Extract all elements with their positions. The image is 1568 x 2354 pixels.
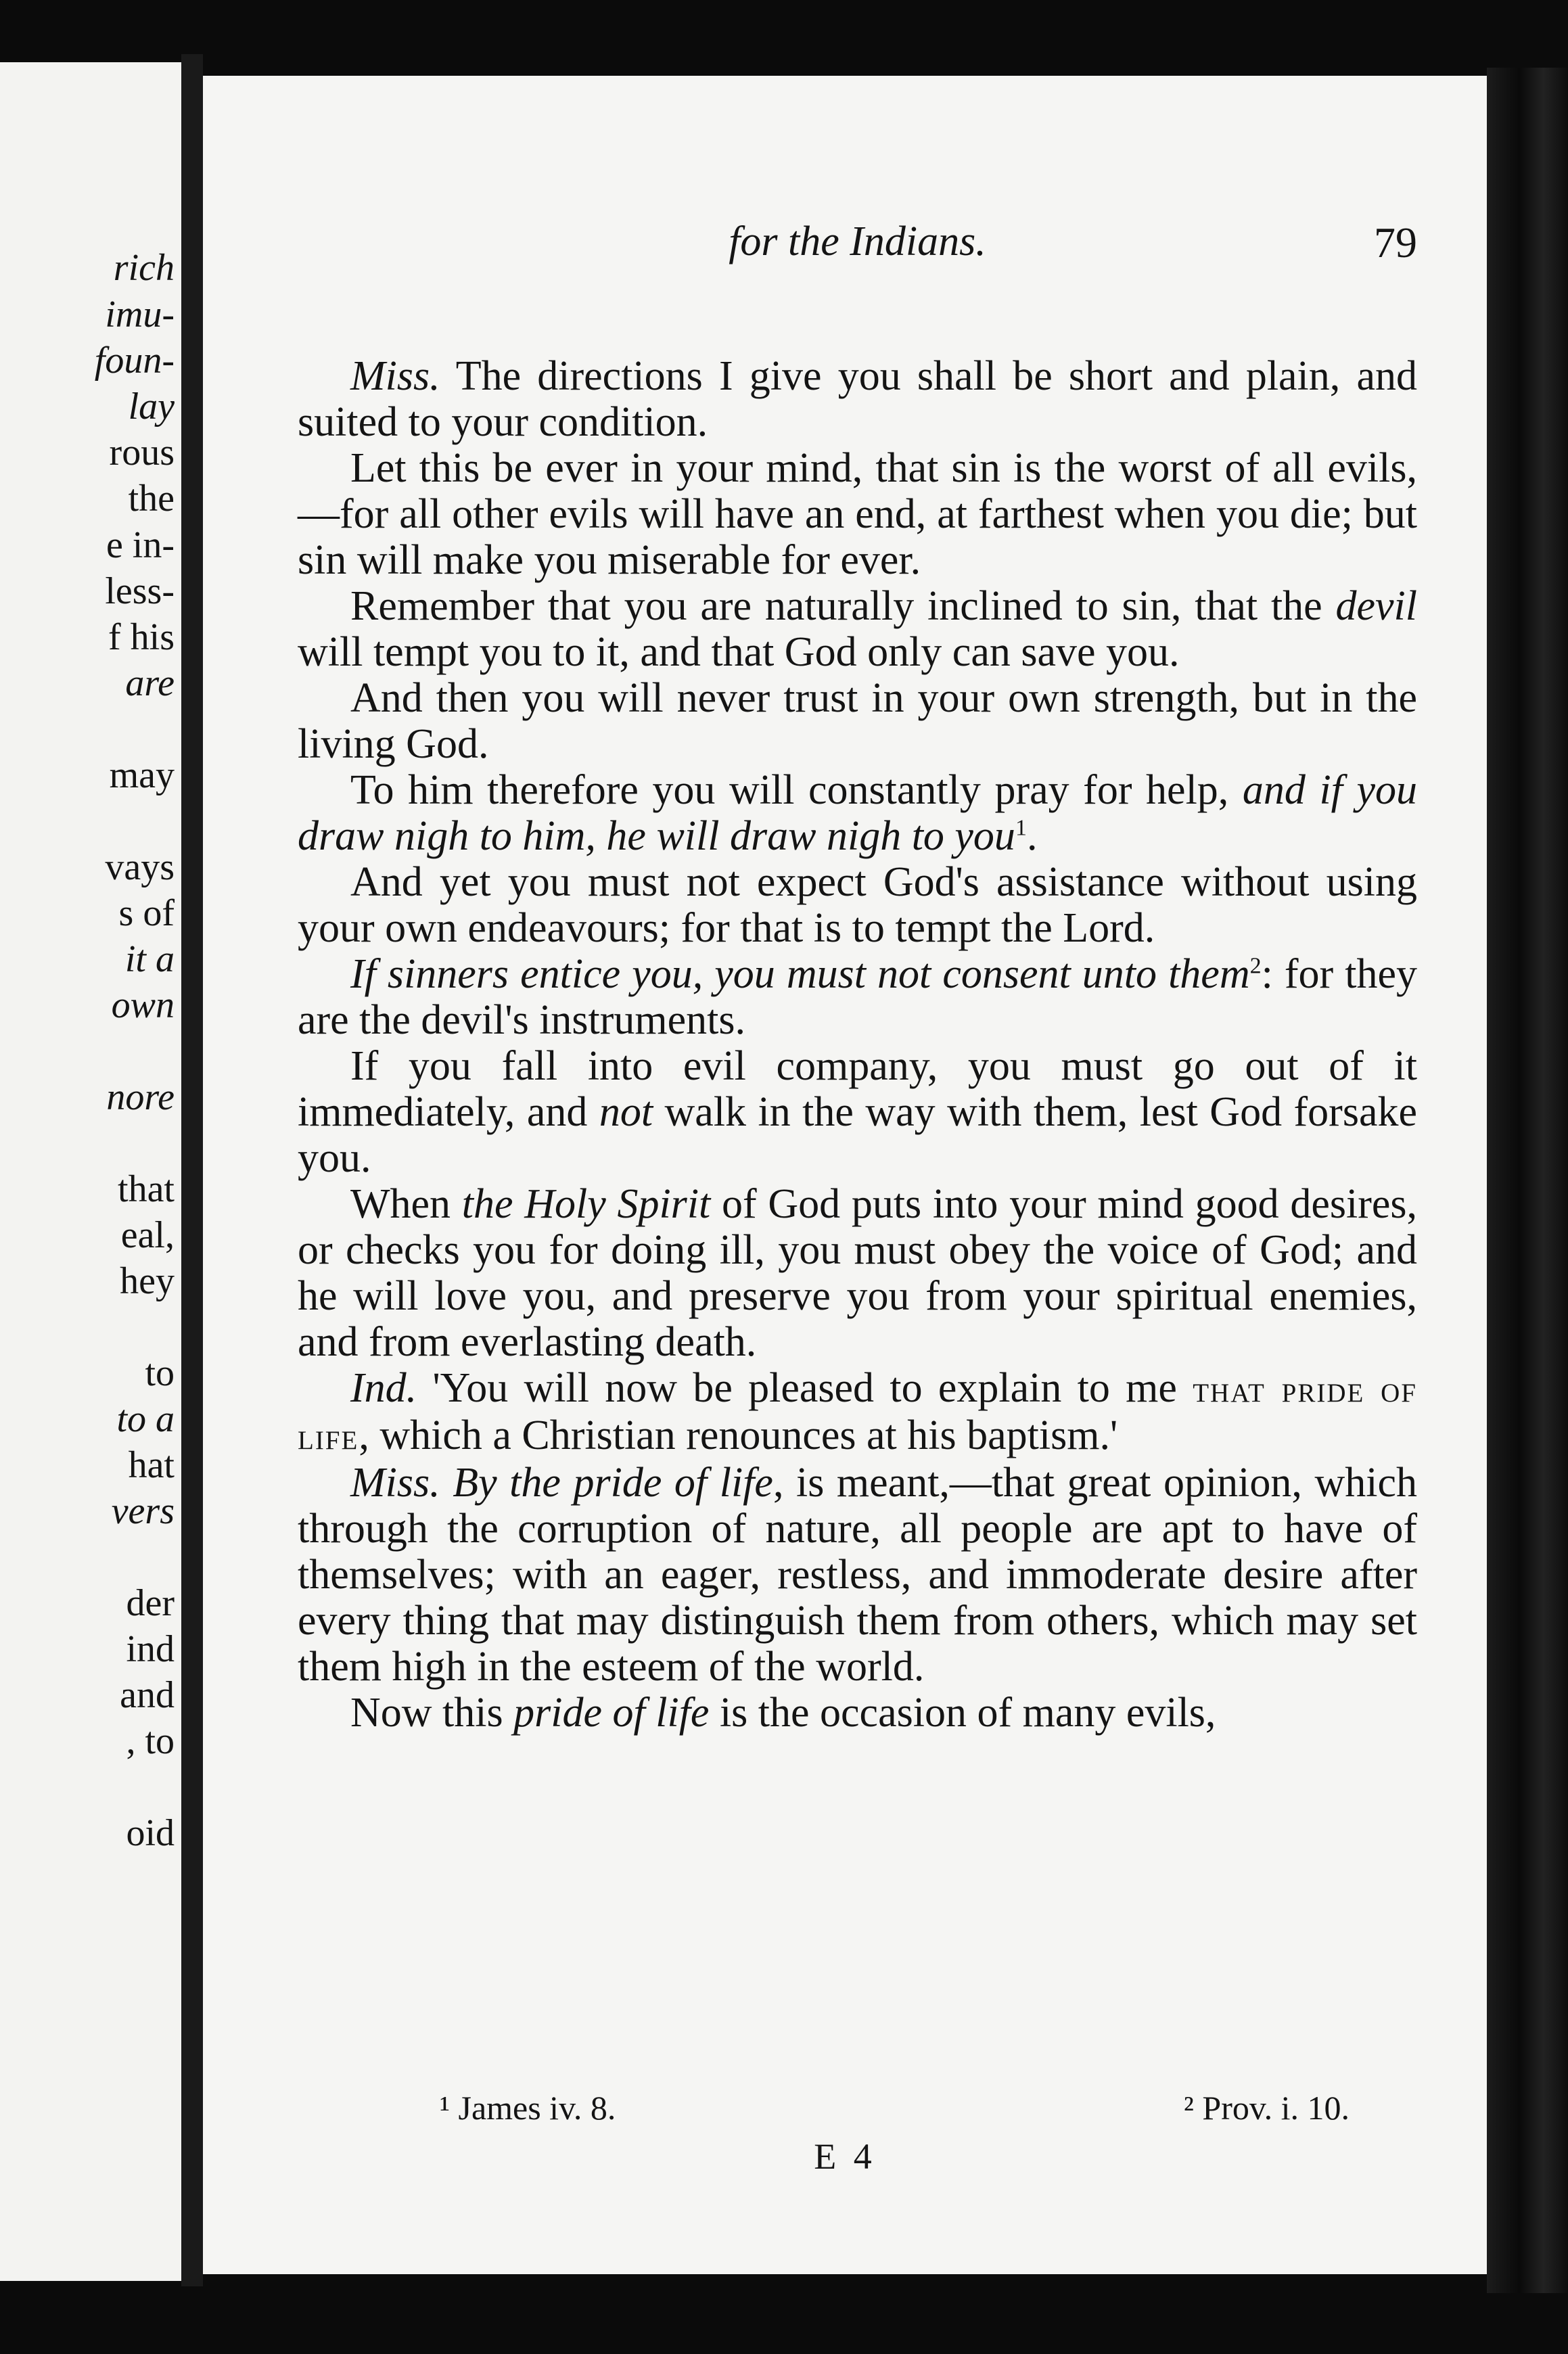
left-page-word: rous (109, 432, 175, 474)
left-page-word: that (118, 1168, 175, 1210)
running-head: for the Indians. (729, 218, 986, 264)
paragraph-em: devil (1335, 583, 1417, 629)
paragraph-before: When (350, 1181, 462, 1227)
footnotes (440, 2088, 1350, 2129)
paragraph (298, 859, 1417, 951)
paragraph-text: Let this be ever in your mind, that sin is the worst of all evils,—for all other evils will have an end, at farthest when you die; but sin will make you miserable for ever. (298, 445, 1417, 583)
left-page-word: e in- (106, 524, 175, 566)
left-page-word: , to (126, 1720, 175, 1762)
paragraph-before: 'You will now be pleased to explain to me (417, 1365, 1193, 1411)
paragraph-after: is the occasion of many evils, (709, 1690, 1216, 1736)
left-page-word: to a (116, 1398, 175, 1440)
body-text (298, 353, 1417, 1736)
paragraph-before: If you fall into evil company, you must go out of it immediately, and (298, 1043, 1417, 1135)
paragraph (298, 583, 1417, 675)
left-page-word: s of (118, 892, 175, 934)
paragraph (298, 951, 1417, 1043)
left-page-word: eal, (120, 1214, 175, 1256)
page-number: 79 (1374, 218, 1417, 267)
paragraph (298, 1690, 1417, 1736)
left-page-word: vers (111, 1490, 175, 1532)
paragraph-before: Now this (350, 1690, 514, 1736)
left-page-word: less- (105, 570, 175, 612)
left-page-word: ind (126, 1628, 175, 1670)
paragraph (298, 445, 1417, 583)
paragraph (298, 675, 1417, 767)
paragraph (298, 1181, 1417, 1365)
left-page-word: the (128, 478, 175, 520)
footnote-2: ² Prov. i. 10. (1183, 2089, 1350, 2127)
left-page-word: rich (113, 247, 175, 289)
paragraph-after: , which a Christian renounces at his baptism.' (359, 1412, 1118, 1458)
left-page-word: and (120, 1674, 175, 1716)
paragraph-after: will tempt you to it, and that God only can save you. (298, 629, 1180, 675)
left-page-word: it a (124, 938, 175, 980)
paragraph-before: To him therefore you will constantly pray for help, (350, 767, 1243, 813)
left-page-word: are (125, 662, 175, 704)
paragraph (298, 1043, 1417, 1181)
left-page-word: oid (126, 1812, 175, 1854)
footnote-1: ¹ James iv. 8. (440, 2089, 616, 2127)
book-page (203, 76, 1487, 2274)
left-page-word: lay (128, 386, 175, 428)
left-page-word: own (111, 984, 175, 1026)
left-page-word: foun- (94, 340, 175, 382)
left-page-word: nore (106, 1076, 175, 1118)
left-page-word: may (109, 754, 175, 796)
paragraph-em: If sinners entice you, you must not consent unto them (350, 951, 1250, 997)
paragraph (298, 353, 1417, 445)
paragraph-text: And then you will never trust in your own strength, but in the living God. (298, 675, 1417, 767)
paragraph-em: the Holy Spirit (461, 1181, 711, 1227)
paragraph-after: , is meant,—that great opinion, which through the corruption of nature, all people are apt to have of themselves; with an eager, restless, and immoderate desire after every thing that may distinguish them from others, which may set them high in the esteem of the world. (298, 1460, 1417, 1690)
paragraph (298, 1365, 1417, 1460)
paragraph (298, 767, 1417, 859)
paragraph-speaker: Miss. (350, 353, 440, 399)
paragraph-after: of God puts into your mind good desires, or checks you for doing ill, you must obey the voice of God; and he will love you, and preserve you from your spiritual enemies, and from everlasting death. (298, 1181, 1417, 1365)
paragraph-speaker: Ind. (350, 1365, 417, 1411)
signature-mark: E 4 (814, 2136, 876, 2177)
left-page-fragment (0, 62, 181, 2281)
paragraph-before: Remember that you are naturally inclined to sin, that the (350, 583, 1336, 629)
paragraph-sup: 2 (1249, 953, 1262, 979)
paragraph-sup: 1 (1015, 815, 1027, 841)
paragraph-text: And yet you must not expect God's assistance without using your own endeavours; for that is to tempt the Lord. (298, 859, 1417, 951)
paragraph-caps: that pride of life (298, 1368, 1417, 1458)
left-page-word: f his (108, 616, 175, 658)
book-gutter (181, 54, 203, 2286)
left-page-word: vays (105, 846, 175, 888)
paragraph-speaker: Miss. (350, 1460, 440, 1506)
left-page-word: to (145, 1352, 175, 1394)
paragraph-after: : for they are the devil's instruments. (298, 951, 1417, 1043)
paragraph-em: pride of life (513, 1690, 710, 1736)
left-page-word: der (126, 1582, 175, 1624)
left-page-word: hey (120, 1260, 175, 1302)
paragraph-text: The directions I give you shall be short and plain, and suited to your condition. (298, 353, 1417, 445)
page-edge (1487, 68, 1568, 2293)
left-page-word: hat (128, 1444, 175, 1486)
paragraph-em: not (599, 1089, 653, 1135)
paragraph-em: By the pride of life (440, 1460, 773, 1506)
page-header (298, 218, 1417, 272)
left-page-word: imu- (105, 294, 175, 336)
paragraph-em: and if you draw nigh to him, he will draw nigh to you (298, 767, 1417, 859)
paragraph-after: . (1026, 813, 1038, 859)
paragraph-after: walk in the way with them, lest God forsake you. (298, 1089, 1417, 1181)
paragraph (298, 1460, 1417, 1690)
